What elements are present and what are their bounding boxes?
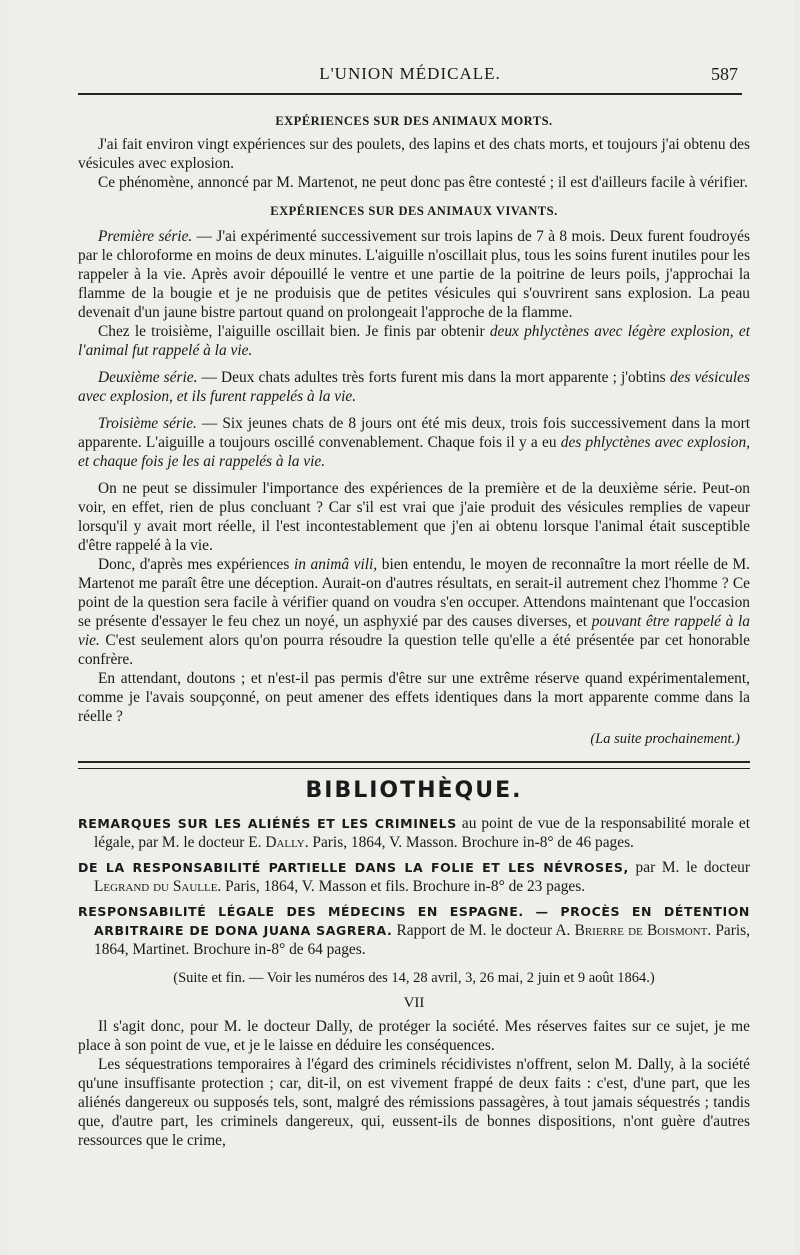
text-run: Chez le troisième, l'aiguille oscillait bien. Je finis par obtenir — [98, 323, 490, 340]
article-body — [78, 112, 750, 1150]
running-title: L'UNION MÉDICALE. — [319, 64, 501, 83]
series-text: — Six jeunes chats de 8 jours ont été mis deux, trois fois successivement dans la mort apparente. L'aiguille a toujours oscillé convenablement. Chaque fois il y a eu — [78, 415, 750, 451]
bibliography-entry — [78, 902, 750, 959]
text-run: au point de vue de la responsabilité morale et légale, par M. le docteur E. — [94, 815, 750, 851]
series-text: — Deux chats adultes très forts furent mis dans la mort apparente ; j'obtins — [197, 369, 670, 386]
paragraph-series-3 — [78, 414, 750, 471]
paragraph: Ce phénomène, annoncé par M. Martenot, ne peut donc pas être contesté ; il est d'ailleurs facile à vérifier. — [98, 174, 748, 191]
paragraph — [78, 555, 750, 669]
text-run: Rapport de M. le docteur A. — [392, 922, 575, 939]
bibliotheque-title: BIBLIOTHÈQUE. — [305, 778, 523, 803]
continued-note: (La suite prochainement.) — [590, 731, 740, 747]
series-label: Deuxième série. — [98, 369, 198, 386]
italic-run: des vésicules avec explosion, et ils furent rappelés à la vie. — [78, 369, 751, 405]
paragraph-series-1 — [78, 227, 750, 322]
text-run: par M. le docteur — [628, 859, 750, 876]
part-numeral: VII — [403, 995, 425, 1011]
paragraph: Il s'agit donc, pour M. le docteur Dally, de protéger la société. Mes réserves faites sur ce sujet, je me place à son point de vue, et je le laisse en déduire les conséquences. — [78, 1018, 750, 1054]
italic-run: des phlyctènes avec explosion, et chaque fois je les ai rappelés à la vie. — [78, 434, 750, 470]
section-heading-dead-animals: EXPÉRIENCES SUR DES ANIMAUX MORTS. — [275, 114, 553, 128]
author-name: Legrand du Saulle — [94, 878, 218, 895]
paragraph: J'ai fait environ vingt expériences sur des poulets, des lapins et des chats morts, et toujours j'ai obtenu des vésicules avec explosion. — [78, 136, 750, 172]
italic-run: pouvant être rappelé à la vie. — [78, 613, 751, 649]
text-run: . Paris, 1864, Martinet. Brochure in-8° de 64 pages. — [94, 922, 750, 958]
entry-title: REMARQUES SUR LES ALIÉNÉS ET LES CRIMINELS — [78, 816, 457, 831]
text-run: C'est seulement alors qu'on pourra résoudre la question telle qu'elle a été présentée par cet honorable confrère. — [78, 632, 750, 668]
author-name: Dally — [265, 834, 305, 851]
page-header — [78, 62, 742, 92]
paragraph — [78, 322, 750, 360]
section-divider — [78, 761, 750, 769]
series-label: Troisième série. — [98, 415, 197, 432]
paragraph: Les séquestrations temporaires à l'égard des criminels récidivistes n'offrent, selon M. Dally, à la société qu'une insuffisante protection ; car, dit-il, on est vivement frappé de deux faits : c'est, d'une part, que les aliénés dangereux ou supposés tels, sont, malgré des rémissions passagères, à tout jamais séquestrés ; tandis que, d'autre part, les criminels dangereux, qui, eussent-ils de bonnes dispositions, n'ont guère d'autres ressources que le crime, — [78, 1056, 750, 1149]
header-rule — [78, 93, 742, 95]
page-number: 587 — [711, 64, 738, 84]
bibliography-entry — [78, 814, 750, 852]
paragraph: En attendant, doutons ; et n'est-il pas permis d'être sur une extrême réserve quand expérimentalement, comme je l'avais soupçonné, on peut amener des effets identiques dans la mort apparente comme dans la réelle ? — [78, 670, 750, 725]
entry-title: RESPONSABILITÉ LÉGALE DES MÉDECINS EN ESPAGNE. — PROCÈS EN DÉTENTION ARBITRAIRE DE DONA JUANA SAGRERA. — [78, 904, 750, 938]
section-heading-live-animals: EXPÉRIENCES SUR DES ANIMAUX VIVANTS. — [270, 204, 558, 218]
author-name: Brierre de Boismont — [574, 922, 708, 939]
bibliography-entry — [78, 858, 750, 896]
series-note: (Suite et fin. — Voir les numéros des 14, 28 avril, 3, 26 mai, 2 juin et 9 août 1864.) — [173, 970, 655, 986]
text-run: bien entendu, le moyen de reconnaître la mort réelle de M. Martenot me paraît être une déception. Aurait-on d'autres résultats, en serait-il autrement chez l'homme ? Ce point de la question sera facile à vérifier quand on voudra s'en occuper. Attendons maintenant que l'occasion se présente d'essayer le feu chez un noyé, un asphyxié par des causes diverses, et — [78, 556, 750, 630]
text-run: . Paris, 1864, V. Masson et fils. Brochure in-8° de 23 pages. — [217, 878, 586, 895]
series-text: — J'ai expérimenté successivement sur trois lapins de 7 à 8 mois. Deux furent foudroyés par le chloroforme en moins de deux minutes. L'aiguille n'oscillait plus, tous les soins furent inutiles pour les rappeler à la vie. Après avoir dépouillé le ventre et une partie de la poitrine de leurs poils, j'approchai la flamme de la bougie et je ne produisis que de petites vésicules qui s'ouvrirent sans explosion. La peau devenait d'un jaune bistre partout quand on prolongeait l'approche de la flamme. — [78, 228, 750, 321]
italic-run: in animâ vili, — [293, 556, 378, 573]
paragraph-series-2 — [78, 368, 750, 406]
paragraph: On ne peut se dissimuler l'importance des expériences de la première et de la deuxième série. Peut-on voir, en effet, rien de plus concluant ? Car s'il est vrai que j'aie produit des vésicules remplies de vapeur lorsqu'il y avait mort réelle, il l'est incontestablement que j'en ai obtenu lorsque l'animal était susceptible d'être rappelé à la vie. — [78, 480, 750, 554]
text-run: . Paris, 1864, V. Masson. Brochure in-8° de 46 pages. — [304, 834, 634, 851]
italic-run: deux phlyctènes avec légère explosion, et l'animal fut rappelé à la vie. — [78, 323, 750, 359]
text-run: Donc, d'après mes expériences — [98, 556, 294, 573]
series-label: Première série. — [98, 228, 193, 245]
entry-title: DE LA RESPONSABILITÉ PARTIELLE DANS LA FOLIE ET LES NÉVROSES, — [78, 860, 629, 875]
